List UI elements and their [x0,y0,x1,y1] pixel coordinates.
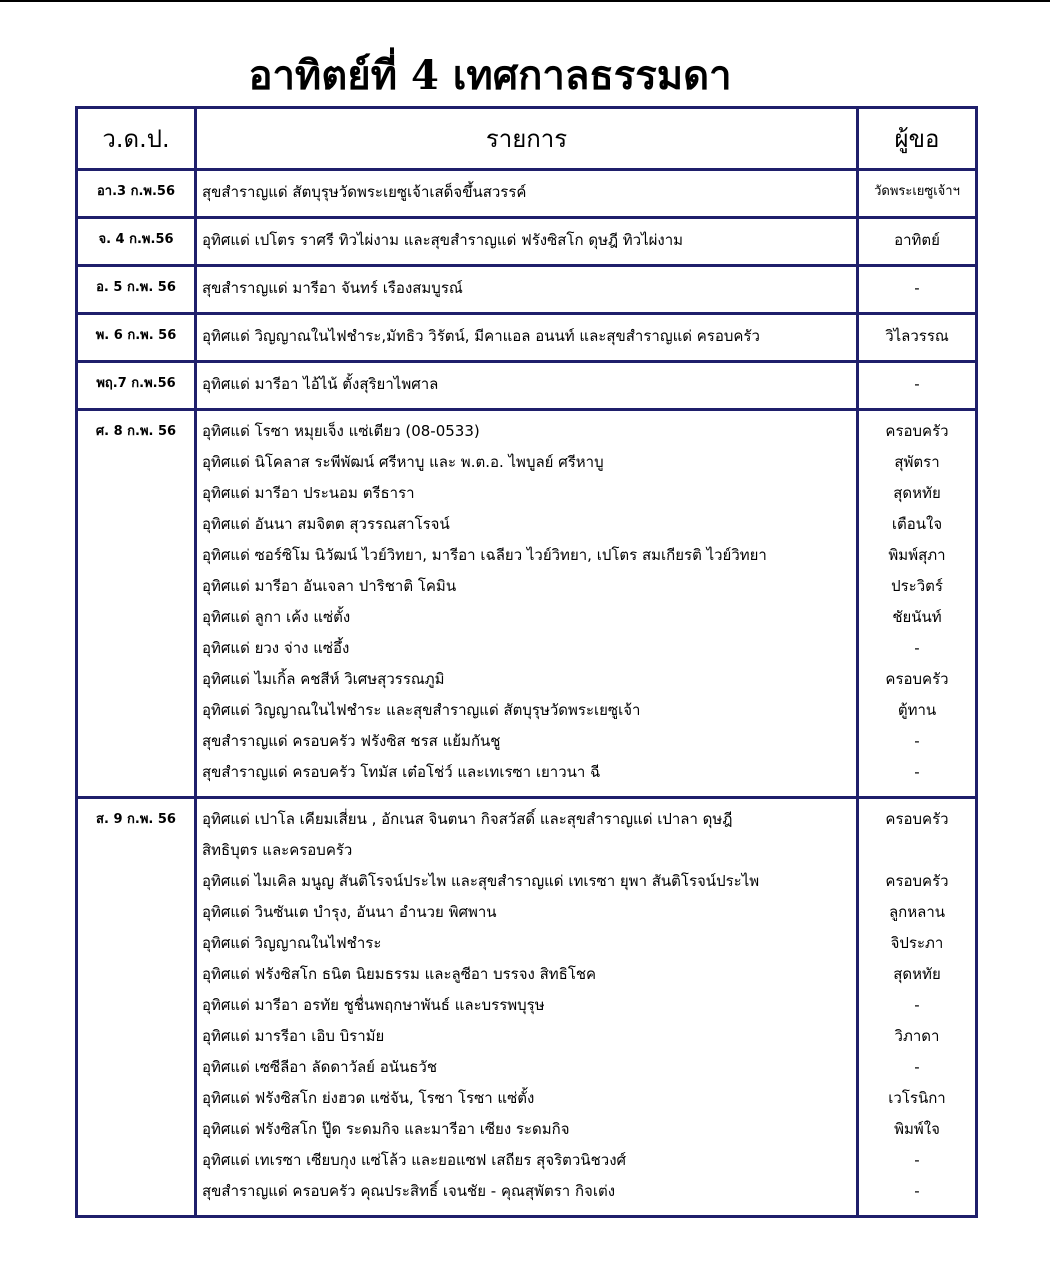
requester-line: ลูกหลาน [888,903,946,921]
intention-line: อุทิศแด่ วิญญาณในไฟชำระ [202,934,382,952]
row-requesters [858,314,977,362]
row-requesters [858,410,977,798]
table-row [77,266,977,314]
intention-line: อุทิศแด่ มารีอา อรทัย ชูชื่นพฤกษาพันธ์ และบรรพบุรุษ [202,996,545,1014]
row-items [196,170,858,218]
intention-line: อุทิศแด่ อันนา สมจิตต สุวรรณสาโรจน์ [202,515,450,533]
table-row [77,798,977,1217]
intention-line: สุขสำราญแด่ ครอบครัว คุณประสิทธิ์ เจนชัย - คุณสุพัตรา กิจเต่ง [202,1182,616,1200]
requester-line: ครอบครัว [885,670,949,688]
intention-line: อุทิศแด่ มารรีอา เอิบ บิรามัย [202,1027,385,1045]
row-date: ส. 9 ก.พ. 56 [77,798,196,1217]
intention-line: อุทิศแด่ โรซา หมุยเจ็ง แซ่เตียว (08-0533) [202,422,480,440]
requester-line: ตู้ทาน [897,701,937,719]
row-requesters [858,798,977,1217]
intention-line: สุขสำราญแด่ สัตบุรุษวัดพระเยซูเจ้าเสด็จขึ้นสวรรค์ [202,183,527,201]
page-title: อาทิตย์ที่ 4 เทศกาลธรรมดา [248,52,732,99]
intention-line: อุทิศแด่ ลูกา เค้ง แซ่ตั้ง [202,608,351,626]
table-row [77,218,977,266]
row-items [196,266,858,314]
header-items: รายการ [196,108,858,170]
row-requesters [858,266,977,314]
header-date: ว.ด.ป. [77,108,196,170]
requester-line: - [914,996,920,1014]
table-row [77,362,977,410]
row-items [196,410,858,798]
requester-line: เตือนใจ [891,515,943,533]
intention-line: สุขสำราญแด่ ครอบครัว โทมัส เต๋อโช่ว์ และเทเรซา เยาวนา ฉี [202,763,601,781]
requester-line: วัดพระเยซูเจ้าฯ [874,184,960,199]
intention-line: อุทิศแด่ ยวง จ่าง แซ่อึ้ง [202,639,350,657]
intention-line: อุทิศแด่ เทเรซา เซียบกุง แซ่โล้ว และยอแซฟ เสถียร สุจริตวนิชวงศ์ [202,1151,627,1169]
requester-line: สุดหทัย [893,965,941,983]
requester-line: จิประภา [890,934,944,952]
header-requester: ผู้ขอ [858,108,977,170]
row-date: จ. 4 ก.พ.56 [77,218,196,266]
intention-line: อุทิศแด่ เซซีลีอา ลัดดาวัลย์ อนันธวัช [202,1058,438,1076]
intention-line: อุทิศแด่ ซอร์ซิโม นิวัฒน์ ไวย์วิทยา, มารีอา เฉลียว ไวย์วิทยา, เปโตร สมเกียรติ ไวย์วิทยา [202,546,767,564]
row-items [196,218,858,266]
requester-line: ประวิตร์ [891,577,943,595]
row-requesters [858,170,977,218]
requester-line: พิมพ์สุภา [888,546,946,564]
requester-line: สุพัตรา [894,453,940,471]
requester-line: วิภาดา [894,1027,940,1045]
intention-line: อุทิศแด่ วินซันเต บำรุง, อันนา อำนวย พิศพาน [202,903,497,921]
requester-line: - [914,1182,920,1200]
intention-line: สิทธิบุตร และครอบครัว [202,841,353,859]
requester-line [859,835,975,866]
requester-line: - [914,375,920,393]
intention-line: อุทิศแด่ ไมเคิล มนูญ สันติโรจน์ประไพ และสุขสำราญแด่ เทเรซา ยุพา สันติโรจน์ประไพ [202,872,760,890]
row-items [196,362,858,410]
intention-line: อุทิศแด่ เปโตร ราศรี ทิวไผ่งาม และสุขสำราญแด่ ฟรังซิสโก ดุษฎี ทิวไผ่งาม [202,231,684,249]
intention-line: อุทิศแด่ ฟรังซิสโก ธนิต นิยมธรรม และลูซีอา บรรจง สิทธิโชค [202,965,597,983]
intention-line: อุทิศแด่ นิโคลาส ระพีพัฒน์ ศรีหาบู และ พ.ต.อ. ไพบูลย์ ศรีหาบู [202,453,604,471]
intention-line: อุทิศแด่ เปาโล เคียมเสี่ยน , อักเนส จินตนา กิจสวัสดิ์ และสุขสำราญแด่ เปาลา ดุษฎี [202,810,733,828]
requester-line: ชัยนันท์ [892,608,942,626]
row-items [196,798,858,1217]
mass-intention-table [75,106,978,1218]
top-border-line [0,0,1050,2]
intention-line: อุทิศแด่ วิญญาณในไฟชำระ และสุขสำราญแด่ สัตบุรุษวัดพระเยซูเจ้า [202,701,641,719]
requester-line: พิมพ์ใจ [894,1120,940,1138]
row-requesters [858,362,977,410]
requester-line: ครอบครัว [885,872,949,890]
intention-line: สุขสำราญแด่ มารีอา จันทร์ เรืองสมบูรณ์ [202,279,463,297]
requester-line: - [914,279,920,297]
requester-line: ครอบครัว [885,422,949,440]
table-row [77,170,977,218]
row-requesters [858,218,977,266]
table-row [77,410,977,798]
requester-line: อาทิตย์ [894,231,940,249]
intention-line: สุขสำราญแด่ ครอบครัว ฟรังซิส ชรส แย้มกันชู [202,732,501,750]
table-row [77,314,977,362]
intention-line: อุทิศแด่ มารีอา ประนอม ตรีธารา [202,484,415,502]
row-items [196,314,858,362]
row-date: อา.3 ก.พ.56 [77,170,196,218]
requester-line: - [914,1058,920,1076]
intention-line: อุทิศแด่ มารีอา ไอ้ไน้ ตั้งสุริยาไพศาล [202,375,439,393]
requester-line: - [914,732,920,750]
intention-line: อุทิศแด่ มารีอา อันเจลา ปาริชาติ โคมิน [202,577,457,595]
intention-line: อุทิศแด่ ฟรังซิสโก ปู๊ด ระดมกิจ และมารีอา เซียง ระดมกิจ [202,1120,570,1138]
requester-line: - [914,639,920,657]
row-date: พ. 6 ก.พ. 56 [77,314,196,362]
requester-line: - [914,1151,920,1169]
table-header-row [77,108,977,170]
row-date: ศ. 8 ก.พ. 56 [77,410,196,798]
row-date: อ. 5 ก.พ. 56 [77,266,196,314]
requester-line: - [914,763,920,781]
requester-line: สุดหทัย [893,484,941,502]
row-date: พฤ.7 ก.พ.56 [77,362,196,410]
intention-line: อุทิศแด่ ไมเกิ้ล คชสีห์ วิเศษสุวรรณภูมิ [202,670,445,688]
intention-line: อุทิศแด่ ฟรังซิสโก ย่งฮวด แซ่จัน, โรซา โรซา แซ่ตั้ง [202,1089,535,1107]
intention-line: อุทิศแด่ วิญญาณในไฟชำระ,มัทธิว วิรัตน์, มีคาแอล อนนท์ และสุขสำราญแด่ ครอบครัว [202,327,760,345]
requester-line: เวโรนิกา [888,1089,946,1107]
requester-line: วิไลวรรณ [885,327,949,345]
requester-line: ครอบครัว [885,810,949,828]
